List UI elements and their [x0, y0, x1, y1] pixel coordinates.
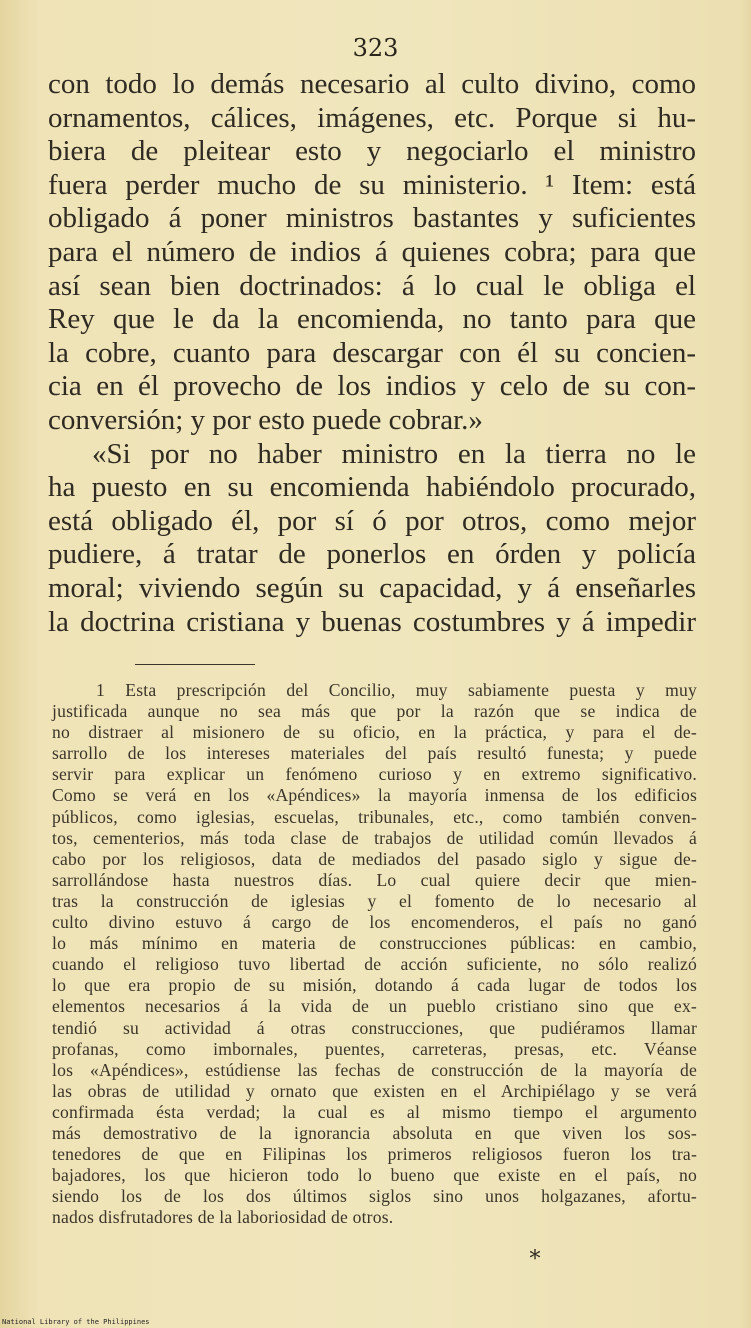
- page-number: 323: [352, 34, 399, 62]
- body-line: obligado á poner ministros bastantes y suficientes: [48, 202, 696, 235]
- footnote-line: las obras de utilidad y ornato que existen en el Archipiélago y se verá: [52, 1080, 697, 1101]
- footnote-line: profanas, como imbornales, puentes, carreteras, presas, etc. Véanse: [52, 1038, 697, 1059]
- footnote-line: los «Apéndices», estúdiense las fechas de construcción de la mayoría de: [52, 1059, 697, 1080]
- footnote-line: 1 Esta prescripción del Concilio, muy sabiamente puesta y muy: [96, 680, 697, 700]
- footnote-text: [52, 680, 697, 1228]
- library-credit: National Library of the Philippines: [2, 1318, 150, 1326]
- footnote-line: bajadores, los que hicieron todo lo bueno que existe en el país, no: [52, 1165, 697, 1186]
- body-line: moral; viviendo según su capacidad, y á enseñarles: [48, 571, 696, 604]
- footnote-line: lo que era propio de su misión, dotando á cada lugar de todos los: [52, 975, 697, 996]
- body-line: la doctrina cristiana y buenas costumbres y á impedir: [48, 605, 696, 638]
- footnote-line: nados disfrutadores de la laboriosidad de otros.: [52, 1207, 394, 1228]
- footnote-divider: [135, 664, 255, 665]
- footnote-line: tos, cementerios, más toda clase de trabajos de utilidad común llevados á: [52, 827, 697, 848]
- main-body-text: [48, 68, 696, 639]
- footnote-line: elementos necesarios á la vida de un pueblo cristiano sino que ex-: [52, 996, 697, 1017]
- footnote-line: sarrollo de los intereses materiales del país resultó funesta; y puede: [52, 743, 697, 764]
- footnote-line: servir para explicar un fenómeno curioso y en extremo significativo.: [52, 764, 697, 785]
- footnote-line: públicos, como iglesias, escuelas, tribunales, etc., como también conven-: [52, 806, 697, 827]
- body-line: para el número de indios á quienes cobra; para que: [48, 235, 696, 268]
- footnote-line: no distraer al misionero de su oficio, en la práctica, y para el de-: [52, 722, 697, 743]
- footnote-line: sarrollándose hasta nuestros días. Lo cual quiere decir que mien-: [52, 869, 697, 890]
- footnote-line: más demostrativo de la ignorancia absoluta en que viven los sos-: [52, 1122, 697, 1143]
- footnote-line: justificada aunque no sea más que por la razón que se indica de: [52, 701, 697, 722]
- footnote-line: culto divino estuvo á cargo de los encomenderos, el país no ganó: [52, 912, 697, 933]
- body-line: pudiere, á tratar de ponerlos en órden y policía: [48, 538, 696, 571]
- footnote-line: confirmada ésta verdad; la cual es al mismo tiempo el argumento: [52, 1101, 697, 1122]
- body-line: con todo lo demás necesario al culto divino, como: [48, 68, 696, 100]
- body-line: cia en él provecho de los indios y celo de su con-: [48, 370, 696, 403]
- footnote-line: cuando el religioso tuvo libertad de acción suficiente, no sólo realizó: [52, 954, 697, 975]
- body-line: la cobre, cuanto para descargar con él su concien-: [48, 336, 696, 369]
- end-mark: *: [529, 1247, 541, 1272]
- footnote-line: tras la construcción de iglesias y el fomento de lo necesario al: [52, 890, 697, 911]
- footnote-line: Como se verá en los «Apéndices» la mayoría inmensa de los edificios: [52, 785, 697, 806]
- footnote-line: tenedores de que en Filipinas los primeros religiosos fueron los tra-: [52, 1144, 697, 1165]
- body-line: ha puesto en su encomienda habiéndolo procurado,: [48, 471, 696, 504]
- body-line: está obligado él, por sí ó por otros, como mejor: [48, 504, 696, 537]
- footnote-line: siendo los de los dos últimos siglos sino unos holgazanes, afortu-: [52, 1186, 697, 1207]
- footnote-line: lo más mínimo en materia de construcciones públicas: en cambio,: [52, 933, 697, 954]
- body-line: conversión; y por esto puede cobrar.»: [48, 403, 483, 436]
- footnote-line: tendió su actividad á otras construcciones, que pudiéramos llamar: [52, 1017, 697, 1038]
- body-line: así sean bien doctrinados: á lo cual le obliga el: [48, 269, 696, 302]
- body-line: Rey que le da la encomienda, no tanto para que: [48, 303, 696, 336]
- body-line: ornamentos, cálices, imágenes, etc. Porque si hu-: [48, 101, 696, 134]
- body-line: fuera perder mucho de su ministerio. ¹ Item: está: [48, 168, 696, 201]
- body-line: biera de pleitear esto y negociarlo el ministro: [48, 135, 696, 168]
- footnote-line: cabo por los religiosos, data de mediados del pasado siglo y sigue de-: [52, 848, 697, 869]
- body-line: «Si por no haber ministro en la tierra no le: [92, 437, 696, 470]
